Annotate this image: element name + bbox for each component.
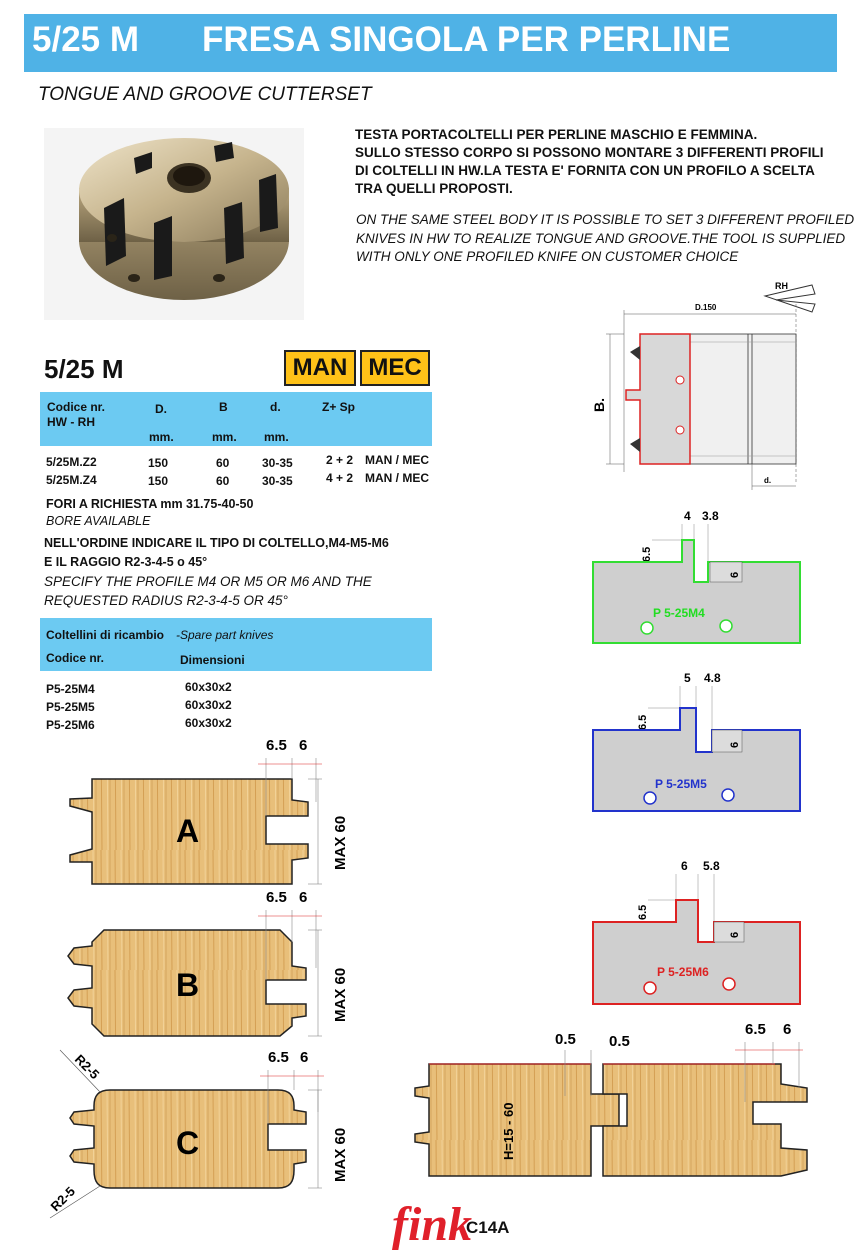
brand-name: fink: [392, 1198, 473, 1251]
svg-text:6: 6: [729, 741, 741, 748]
svg-text:6: 6: [681, 859, 688, 873]
svg-text:6.5: 6.5: [268, 1049, 289, 1066]
product-title: FRESA SINGOLA PER PERLINE: [202, 20, 731, 59]
board-letter: A: [176, 813, 200, 849]
order-note-2: E IL RAGGIO R2-3-4-5 o 45°: [44, 555, 208, 569]
table-row-code: 5/25M.Z4: [46, 473, 97, 487]
svg-text:5.8: 5.8: [703, 859, 720, 873]
page-code: C14A: [466, 1218, 510, 1237]
svg-text:5: 5: [684, 671, 691, 685]
spare-row-code: P5-25M6: [46, 718, 95, 732]
order-note-en-1: SPECIFY THE PROFILE M4 OR M5 OR M6 AND THE: [44, 574, 372, 589]
order-note-en-2: REQUESTED RADIUS R2-3-4-5 OR 45°: [44, 593, 288, 608]
svg-text:0.5: 0.5: [555, 1031, 576, 1048]
fink-logo: [390, 1190, 473, 1251]
order-note-1: NELL'ORDINE INDICARE IL TIPO DI COLTELLO,M4-M5-M6: [44, 536, 389, 550]
svg-text:6: 6: [299, 737, 308, 754]
profile-m6-drawing: [588, 852, 813, 1007]
profile-label: P 5-25M4: [653, 606, 705, 620]
header-bar: [24, 14, 837, 72]
profile-m5-drawing: [588, 668, 813, 818]
svg-text:4: 4: [684, 509, 691, 523]
svg-text:6: 6: [729, 931, 741, 938]
board-letter: B: [176, 967, 200, 1003]
subtitle: TONGUE AND GROOVE CUTTERSET: [38, 84, 372, 105]
tool-section-drawing: [580, 272, 830, 494]
badge-mec: MEC: [360, 350, 430, 386]
model-title: 5/25 M: [44, 354, 124, 384]
svg-text:6: 6: [783, 1021, 792, 1038]
svg-text:6: 6: [300, 1049, 309, 1066]
bore-note: FORI A RICHIESTA mm 31.75-40-50: [46, 497, 254, 511]
svg-text:0.5: 0.5: [609, 1033, 630, 1050]
profile-m4-drawing: [588, 500, 813, 650]
product-code: 5/25 M: [32, 20, 139, 59]
board-letter: C: [176, 1125, 200, 1161]
d-label: d.: [764, 476, 772, 485]
board-profiles-drawing: [0, 730, 400, 1250]
radius-label-top: R2-5: [71, 1051, 103, 1083]
profile-label: P 5-25M5: [655, 777, 707, 791]
description-italian: TESTA PORTACOLTELLI PER PERLINE MASCHIO E FEMMINA. SULLO STESSO CORPO SI POSSONO MONTARE 3 DIFFERENTI PROFILI DI COLTELLI IN HW.LA TESTA E' FORNITA CON UN PROFILO A SCELTA TRA QUELLI PROPOSTI.: [355, 127, 824, 196]
spare-row-code: P5-25M4: [46, 682, 95, 696]
badge-man: MAN: [284, 350, 356, 386]
svg-text:6.5: 6.5: [637, 714, 649, 730]
d150-label: D.150: [695, 303, 717, 312]
svg-text:4.8: 4.8: [704, 671, 721, 685]
svg-text:H=15 - 60: H=15 - 60: [501, 1102, 516, 1160]
description-english: ON THE SAME STEEL BODY IT IS POSSIBLE TO SET 3 DIFFERENT PROFILED KNIVES IN HW TO REALIZE TONGUE AND GROOVE.THE TOOL IS SUPPLIED WITH ONLY ONE PROFILED KNIFE ON CUSTOMER CHOICE: [356, 212, 855, 264]
table-row-code: 5/25M.Z2: [46, 455, 97, 469]
product-photo: [44, 128, 304, 320]
svg-text:6: 6: [729, 571, 741, 578]
svg-text:MAX 60: MAX 60: [332, 1127, 349, 1182]
svg-text:6: 6: [299, 889, 308, 906]
svg-text:6.5: 6.5: [266, 737, 287, 754]
svg-text:6.5: 6.5: [637, 904, 649, 920]
svg-text:6.5: 6.5: [745, 1021, 766, 1038]
svg-text:3.8: 3.8: [702, 509, 719, 523]
b-label: B.: [591, 398, 607, 412]
svg-text:6.5: 6.5: [641, 546, 653, 562]
radius-label-bottom: R2-5: [47, 1183, 79, 1215]
bore-note-en: BORE AVAILABLE: [46, 514, 151, 528]
rh-label: RH: [775, 281, 788, 291]
joint-drawing: [405, 1020, 805, 1190]
spare-row-code: P5-25M5: [46, 700, 95, 714]
svg-text:6.5: 6.5: [266, 889, 287, 906]
svg-text:MAX 60: MAX 60: [332, 815, 349, 870]
profile-label: P 5-25M6: [657, 965, 709, 979]
svg-text:MAX 60: MAX 60: [332, 967, 349, 1022]
